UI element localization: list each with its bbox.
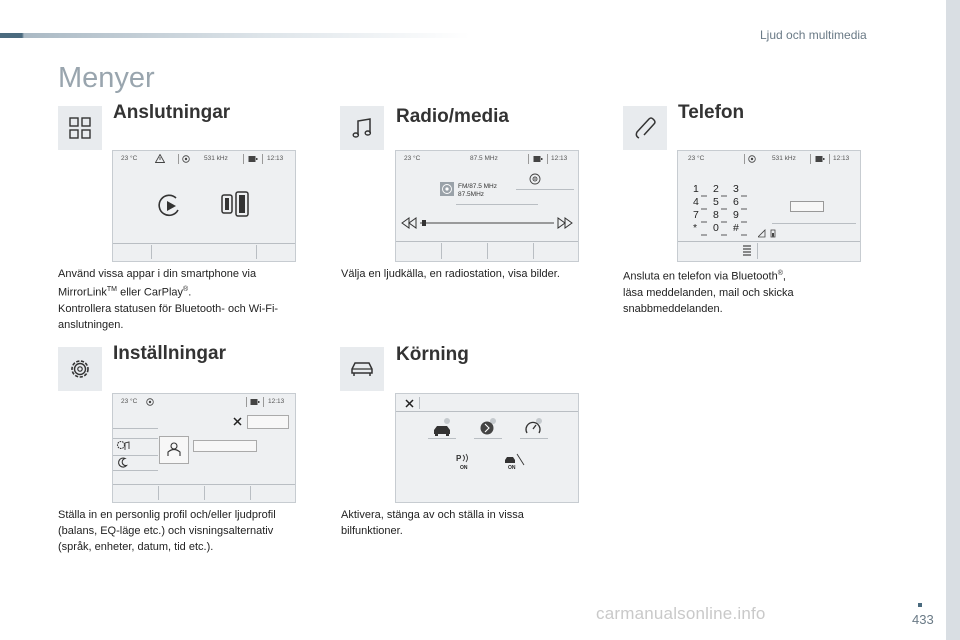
keypad-key[interactable]: * xyxy=(693,222,698,234)
night-mode-icon[interactable] xyxy=(117,457,128,468)
radio-signal-icon[interactable] xyxy=(529,173,541,185)
speed-settings-icon[interactable] xyxy=(522,417,546,437)
desc-telefon xyxy=(623,266,883,317)
keypad-key[interactable]: 4 xyxy=(693,196,699,208)
battery-icon xyxy=(533,155,543,163)
keypad-key[interactable]: 2 xyxy=(713,183,719,195)
page-marker xyxy=(918,603,922,607)
heading-korning: Körning xyxy=(396,344,469,365)
parking-sensors-icon[interactable] xyxy=(454,452,474,466)
desc-line: (språk, enheter, datum, tid etc.). xyxy=(58,541,214,553)
desc-anslutningar xyxy=(58,266,313,333)
parking-on-label: ON xyxy=(460,465,468,471)
lane-assist-icon[interactable] xyxy=(502,452,526,466)
heading-anslutningar: Anslutningar xyxy=(113,102,231,123)
lighting-settings-icon[interactable] xyxy=(476,417,500,437)
desc-line: Aktivera, stänga av och ställa in vissa xyxy=(341,509,524,521)
keypad-underlines xyxy=(693,193,755,237)
desc-line: Välja en ljudkälla, en radiostation, visa bilder. xyxy=(341,268,560,280)
signal-strength-icon xyxy=(758,229,778,238)
heading-installningar: Inställningar xyxy=(113,343,226,364)
registered-mark: ® xyxy=(183,286,189,293)
registered-mark: ® xyxy=(777,270,783,277)
radio-station-icon xyxy=(440,182,454,196)
screen-temp: 23 °C xyxy=(121,398,138,405)
contacts-list-icon[interactable] xyxy=(742,244,752,256)
screen-temp: 23 °C xyxy=(688,155,705,162)
keypad-key[interactable]: 9 xyxy=(733,209,739,221)
keypad-key[interactable]: 0 xyxy=(713,222,719,234)
profile-button[interactable] xyxy=(159,436,189,464)
phone-screen xyxy=(677,150,861,262)
battery-icon xyxy=(815,155,825,163)
warning-icon xyxy=(155,154,165,163)
svg-text:P: P xyxy=(456,454,462,463)
desc-line: Använd vissa appar i din smartphone via xyxy=(58,268,257,280)
page-title: Menyer xyxy=(58,62,155,94)
screen-frequency: 531 kHz xyxy=(204,155,228,162)
keypad-key[interactable]: # xyxy=(733,222,739,234)
desc-text: . xyxy=(188,286,192,299)
audio-settings-icon[interactable] xyxy=(116,440,130,452)
screen-time: 12:13 xyxy=(267,155,284,162)
screen-time: 12:13 xyxy=(833,155,850,162)
desc-korning xyxy=(341,507,601,539)
radio-signal-icon xyxy=(748,155,756,163)
desc-line: Ställa in en personlig profil och/eller ljudprofil xyxy=(58,509,276,521)
music-note-icon xyxy=(340,106,384,150)
settings-screen xyxy=(112,393,296,503)
keypad-key[interactable]: 5 xyxy=(713,196,719,208)
desc-line xyxy=(623,266,883,285)
battery-icon xyxy=(250,398,260,406)
screen-time: 12:13 xyxy=(268,398,285,405)
connections-screen xyxy=(112,150,296,262)
radio-screen xyxy=(395,150,579,262)
desc-line: snabbmeddelanden. xyxy=(623,302,723,315)
trademark-mark: TM xyxy=(106,286,118,293)
keypad-key[interactable]: 6 xyxy=(733,196,739,208)
desc-line xyxy=(58,282,313,301)
station-frequency: 87.5MHz xyxy=(458,191,485,198)
phone-icon xyxy=(623,106,667,150)
desc-line: Kontrollera statusen för Bluetooth- och Wi-Fi- xyxy=(58,302,279,315)
number-display-field[interactable] xyxy=(790,201,824,212)
station-info xyxy=(458,183,497,199)
screen-time: 12:13 xyxy=(551,155,568,162)
screen-frequency: 87.5 MHz xyxy=(470,155,498,162)
heading-telefon: Telefon xyxy=(678,102,745,123)
page-edge-bar xyxy=(946,0,960,640)
profile-name-field[interactable] xyxy=(247,415,289,429)
keypad-key[interactable]: 1 xyxy=(693,183,699,195)
desc-text: Ansluta en telefon via Bluetooth xyxy=(623,270,778,283)
desc-text: , xyxy=(782,270,786,283)
keypad-key[interactable]: 7 xyxy=(693,209,699,221)
watermark: carmanualsonline.info xyxy=(596,604,766,623)
profile-person-icon xyxy=(167,442,181,457)
close-icon[interactable] xyxy=(405,399,414,408)
desc-text: eller CarPlay xyxy=(117,286,184,299)
section-label: Ljud och multimedia xyxy=(760,28,867,42)
desc-radio-media xyxy=(341,266,601,282)
desc-line: bilfunktioner. xyxy=(341,525,403,537)
desc-line: (balans, EQ-läge etc.) och visningsalternativ xyxy=(58,525,274,537)
settings-gear-icon xyxy=(58,347,102,391)
keypad-key[interactable]: 3 xyxy=(733,183,739,195)
vehicle-settings-icon[interactable] xyxy=(430,417,454,437)
keypad-key[interactable]: 8 xyxy=(713,209,719,221)
heading-radio-media: Radio/media xyxy=(396,106,509,127)
car-icon xyxy=(340,347,384,391)
radio-signal-icon xyxy=(182,155,190,163)
page-number: 433 xyxy=(912,612,934,627)
driving-screen xyxy=(395,393,579,503)
header-accent-bar xyxy=(0,33,470,38)
desc-line: anslutningen. xyxy=(58,318,124,331)
desc-text: MirrorLink xyxy=(58,286,107,299)
desc-line: läsa meddelanden, mail och skicka xyxy=(623,286,794,299)
radio-signal-icon xyxy=(146,398,154,406)
tuning-scale[interactable] xyxy=(400,216,574,230)
desc-installningar xyxy=(58,507,328,555)
screen-temp: 23 °C xyxy=(121,155,138,162)
screen-frequency: 531 kHz xyxy=(772,155,796,162)
station-name: FM/87.5 MHz xyxy=(458,183,498,190)
screen-temp: 23 °C xyxy=(404,155,421,162)
lane-assist-on-label: ON xyxy=(508,465,516,471)
battery-icon xyxy=(248,155,258,163)
mirrorlink-icon[interactable] xyxy=(221,191,251,219)
carplay-icon[interactable] xyxy=(157,193,183,219)
profile-option-field[interactable] xyxy=(193,440,257,452)
close-icon[interactable] xyxy=(233,417,242,426)
connections-icon xyxy=(58,106,102,150)
